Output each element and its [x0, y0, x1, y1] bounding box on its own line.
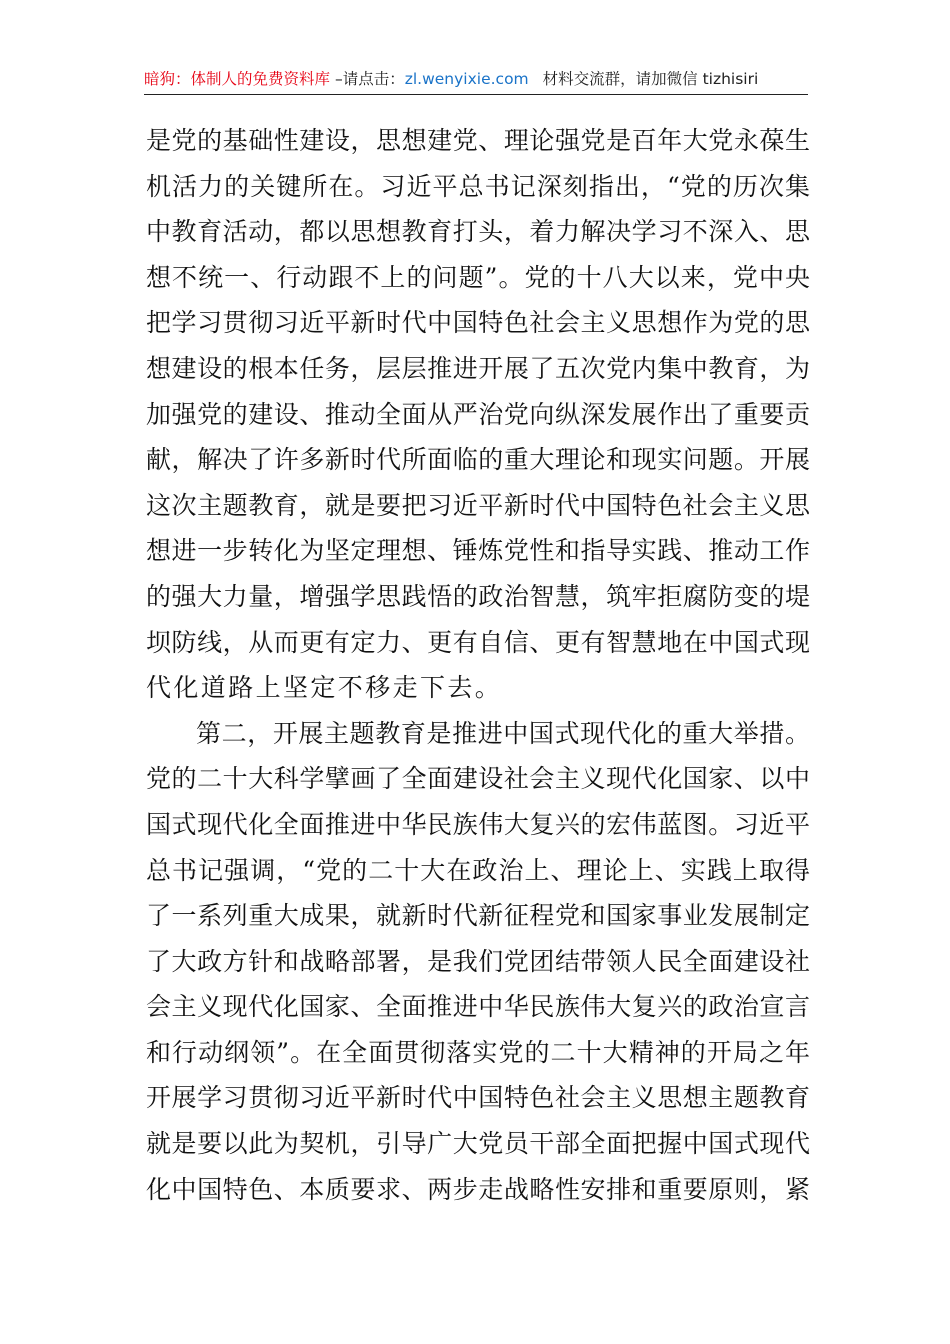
text-line: 国式现代化全面推进中华民族伟大复兴的宏伟蓝图。习近平	[146, 809, 810, 839]
text-line: 把学习贯彻习近平新时代中国特色社会主义思想作为党的思	[146, 308, 810, 338]
document-body	[146, 118, 810, 1212]
text-line: 代化道路上坚定不移走下去。	[146, 673, 503, 703]
text-line: 了一系列重大成果，就新时代新征程党和国家事业发展制定	[146, 901, 810, 931]
text-line: 加强党的建设、推动全面从严治党向纵深发展作出了重要贡	[146, 399, 810, 429]
text-line: 这次主题教育，就是要把习近平新时代中国特色社会主义思	[146, 490, 810, 520]
paragraph-1	[146, 118, 810, 711]
text-line: 就是要以此为契机，引导广大党员干部全面把握中国式现代	[146, 1129, 810, 1159]
text-line: 和行动纲领”。在全面贯彻落实党的二十大精神的开局之年	[146, 1037, 810, 1067]
text-line: 想不统一、行动跟不上的问题”。党的十八大以来，党中央	[146, 262, 810, 292]
text-line: 的强大力量，增强学思践悟的政治智慧，筑牢拒腐防变的堤	[146, 581, 810, 611]
header-separator: –	[330, 70, 343, 88]
text-line: 会主义现代化国家、全面推进中华民族伟大复兴的政治宣言	[146, 992, 810, 1022]
text-line: 坝防线，从而更有定力、更有自信、更有智慧地在中国式现	[146, 627, 810, 657]
text-line: 献，解决了许多新时代所面临的重大理论和现实问题。开展	[146, 445, 810, 475]
header-url-link[interactable]: zl.wenyixie.com	[404, 70, 529, 88]
text-line: 是党的基础性建设，思想建党、理论强党是百年大党永葆生	[146, 126, 810, 155]
header-group-info: 材料交流群，请加微信 tizhisiri	[542, 70, 759, 88]
paragraph-2	[146, 711, 810, 1213]
page-header	[144, 64, 808, 95]
text-line: 总书记强调，“党的二十大在政治上、理论上、实践上取得	[146, 855, 810, 885]
text-line: 第二，开展主题教育是推进中国式现代化的重大举措。	[196, 718, 810, 748]
header-brand-link[interactable]: 暗狗：体制人的免费资料库	[144, 70, 331, 88]
text-line: 想进一步转化为坚定理想、锤炼党性和指导实践、推动工作	[146, 536, 810, 566]
text-line: 了大政方针和战略部署，是我们党团结带领人民全面建设社	[146, 946, 810, 976]
text-line: 想建设的根本任务，层层推进开展了五次党内集中教育，为	[146, 353, 810, 383]
text-line: 化中国特色、本质要求、两步走战略性安排和重要原则，紧	[146, 1174, 810, 1204]
text-line: 开展学习贯彻习近平新时代中国特色社会主义思想主题教育	[146, 1083, 810, 1113]
text-line: 中教育活动，都以思想教育打头，着力解决学习不深入、思	[146, 217, 810, 247]
text-line: 机活力的关键所在。习近平总书记深刻指出，“党的历次集	[146, 171, 810, 201]
text-line: 党的二十大科学擘画了全面建设社会主义现代化国家、以中	[146, 764, 810, 794]
header-prompt: 请点击：	[342, 70, 405, 88]
